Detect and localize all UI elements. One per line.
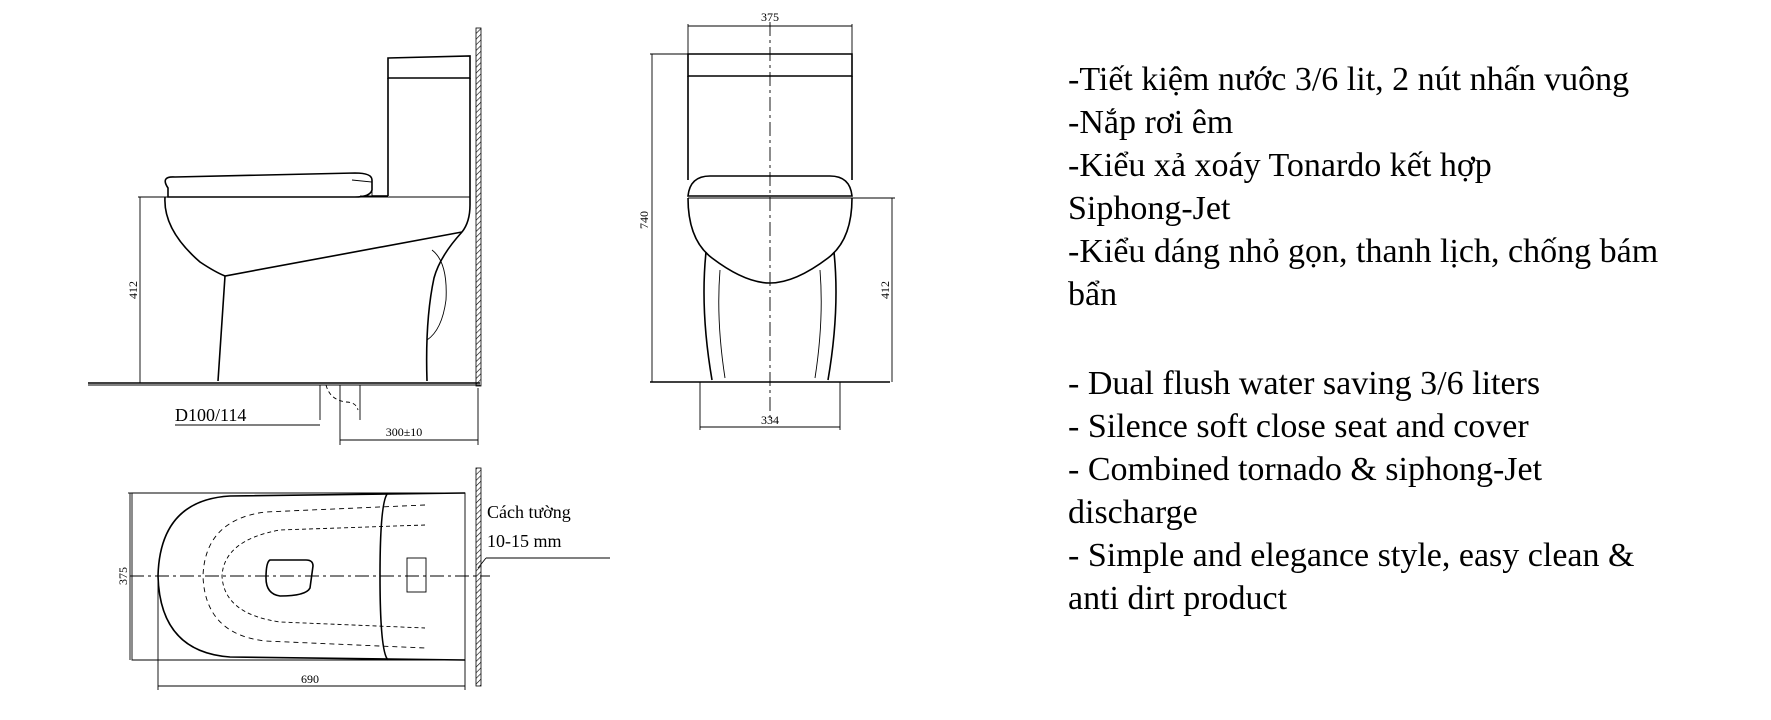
feature-vi-line: -Kiểu dáng nhỏ gọn, thanh lịch, chống bám	[1068, 233, 1659, 270]
front-seat-height-dim: 412	[878, 281, 892, 299]
side-view	[88, 28, 481, 445]
front-view	[650, 22, 895, 430]
feature-en-line: anti dirt product	[1068, 580, 1288, 617]
feature-vi-line: -Tiết kiệm nước 3/6 lit, 2 nút nhấn vuông	[1068, 61, 1630, 98]
top-bowl-opening	[266, 560, 313, 596]
feature-vi-line: -Kiểu xả xoáy Tonardo kết hợp	[1068, 147, 1492, 184]
front-width-top-dim: 375	[761, 10, 779, 24]
side-bowl	[165, 197, 462, 276]
wall-gap-label-line1: Cách tường	[487, 502, 571, 522]
feature-en-line: - Silence soft close seat and cover	[1068, 408, 1529, 445]
front-height-dim: 740	[637, 211, 651, 229]
wall-gap-label-line2: 10-15 mm	[487, 531, 562, 551]
top-wall	[476, 468, 481, 686]
top-tank-outline	[380, 493, 388, 660]
feature-vi-line: Siphong-Jet	[1068, 190, 1231, 227]
top-outline-box	[132, 493, 465, 660]
feature-vi-line: bẩn	[1068, 276, 1118, 313]
feature-en-line: - Dual flush water saving 3/6 liters	[1068, 365, 1541, 402]
front-base-width-dim: 334	[761, 413, 779, 427]
feature-notes	[1068, 58, 1768, 620]
top-length-dim: 690	[301, 672, 319, 686]
side-tank-body	[388, 78, 470, 232]
top-flush-button	[407, 558, 426, 592]
rough-in-dim: 300±10	[385, 425, 423, 439]
side-seat-cover	[165, 173, 372, 197]
top-width-dim: 375	[116, 567, 130, 585]
feature-en-line: - Simple and elegance style, easy clean &	[1068, 537, 1635, 574]
side-tank-lid	[388, 56, 470, 78]
feature-en-line: - Combined tornado & siphong-Jet	[1068, 451, 1543, 488]
feature-en-line: discharge	[1068, 494, 1198, 531]
side-height-dim: 412	[126, 281, 140, 299]
feature-vi-line: -Nắp rơi êm	[1068, 104, 1234, 141]
drain-size-label: D100/114	[175, 405, 247, 425]
side-wall	[476, 28, 481, 386]
